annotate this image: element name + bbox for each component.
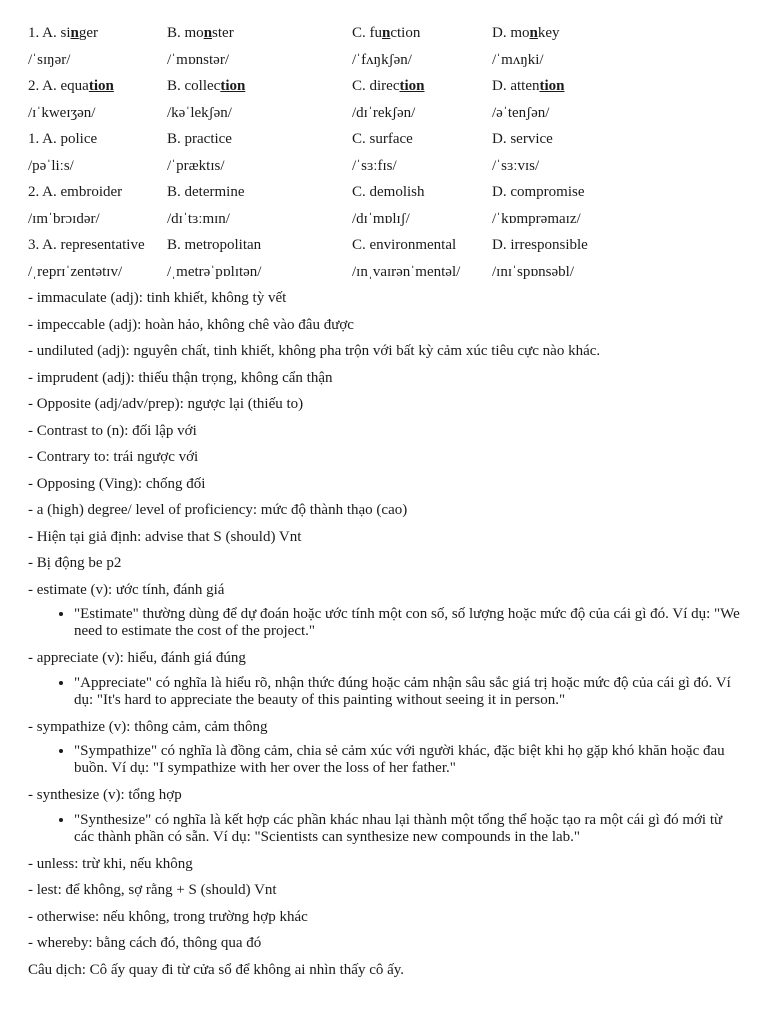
example-list — [28, 743, 740, 777]
option-text: D. compromise — [492, 184, 585, 200]
answer-option — [28, 232, 145, 259]
note-line: - Bị động be p2 — [28, 555, 122, 571]
answer-option — [352, 47, 412, 74]
option-text: D. atten — [492, 78, 540, 94]
option-text: D. service — [492, 131, 553, 147]
example-bullet: • "Appreciate" có nghĩa là hiểu rõ, nhận thức đúng hoặc cảm nhận sâu sắc giá trị hoặc mức độ của cái gì đó. Ví dụ: "It's hard to appreciate the beauty of this painting without seeing it in person." — [74, 675, 740, 709]
option-text: 2. A. embroider — [28, 184, 123, 200]
answer-option — [492, 206, 581, 233]
option-text: /ɪˈkweɪʒən/ — [28, 104, 96, 121]
option-text: C. direc — [352, 78, 400, 94]
vocabulary-notes — [28, 285, 740, 983]
note-line: - synthesize (v): tổng hợp — [28, 787, 182, 803]
pronunciation-row — [28, 100, 740, 127]
answer-option — [352, 73, 425, 100]
note-line: - undiluted (adj): nguyên chất, tinh khiết, không pha trộn với bất kỳ cảm xúc tiêu cực nào khác. — [28, 343, 601, 359]
option-text: /ˈmʌŋki/ — [492, 51, 544, 68]
answer-option — [28, 73, 114, 100]
answer-option — [352, 20, 420, 47]
note-line: - a (high) degree/ level of proficiency: mức độ thành thạo (cao) — [28, 502, 408, 518]
option-text: /dɪˈtɜːmɪn/ — [167, 210, 230, 227]
option-text: C. fu — [352, 25, 382, 41]
note-line: - immaculate (adj): tinh khiết, không tỳ vết — [28, 290, 287, 306]
pronunciation-row — [28, 20, 740, 47]
option-text: /ˈsɪŋər/ — [28, 51, 71, 68]
underlined-sound: tion — [539, 78, 565, 94]
answer-option — [492, 20, 560, 47]
option-text: D. mo — [492, 25, 530, 41]
stress-row — [28, 206, 740, 233]
option-text: /ˌreprɪˈzentətɪv/ — [28, 263, 123, 280]
option-text: key — [537, 25, 560, 41]
note-line: - Hiện tại giả định: advise that S (should) Vnt — [28, 528, 302, 545]
underlined-sound: n — [529, 25, 538, 41]
option-text: /ɪnɪˈspɒnsəbl/ — [492, 263, 575, 280]
answer-option — [352, 100, 415, 127]
answer-option — [167, 73, 245, 100]
pronunciation-row — [28, 73, 740, 100]
answer-option — [492, 100, 549, 127]
answer-option — [167, 126, 232, 153]
option-text: B. determine — [167, 184, 245, 200]
option-text: /dɪˈrekʃən/ — [352, 104, 416, 121]
answer-option — [352, 206, 410, 233]
note-line: - otherwise: nếu không, trong trường hợp khác — [28, 908, 308, 925]
pronunciation-row — [28, 47, 740, 74]
note-line: - unless: trừ khi, nếu không — [28, 855, 193, 872]
option-text: 3. A. representative — [28, 237, 145, 253]
answer-option — [167, 100, 232, 127]
answer-option — [167, 179, 244, 206]
option-text: /dɪˈmɒlɪʃ/ — [352, 210, 410, 227]
note-line: Câu dịch: Cô ấy quay đi từ cửa sổ để không ai nhìn thấy cô ấy. — [28, 961, 405, 978]
answer-option — [167, 153, 225, 180]
answer-option — [352, 232, 456, 259]
answer-option — [28, 179, 122, 206]
note-line: - lest: để không, sợ rằng + S (should) Vnt — [28, 882, 277, 898]
example-bullet: • "Synthesize" có nghĩa là kết hợp các phần khác nhau lại thành một tổng thể hoặc tạo ra một cái gì đó mới từ các thành phần có sẵn. Ví dụ: "Scientists can synthesize new compounds in the lab." — [74, 812, 740, 846]
example-list — [28, 606, 740, 640]
stress-row — [28, 126, 740, 153]
option-text: /ˈpræktɪs/ — [167, 157, 225, 174]
answer-option — [28, 206, 100, 233]
option-text: ster — [212, 25, 234, 41]
note-line: - imprudent (adj): thiếu thận trọng, không cẩn thận — [28, 369, 333, 386]
answer-option — [28, 153, 74, 180]
example-bullet: • "Estimate" thường dùng để dự đoán hoặc ước tính một con số, số lượng hoặc mức độ của cái gì đó. Ví dụ: "We need to estimate the cost of the project." — [74, 606, 740, 640]
note-line: - appreciate (v): hiểu, đánh giá đúng — [28, 650, 246, 666]
option-text: /ˈkɒmprəmaɪz/ — [492, 210, 581, 227]
underlined-sound: n — [70, 25, 79, 41]
note-line: - Opposing (Ving): chống đối — [28, 475, 206, 492]
answer-option — [28, 100, 95, 127]
answer-option — [352, 126, 413, 153]
option-text: C. surface — [352, 131, 413, 147]
answer-option — [167, 206, 230, 233]
note-line: - estimate (v): ước tính, đánh giá — [28, 581, 225, 598]
note-line: - whereby: bằng cách đó, thông qua đó — [28, 935, 262, 951]
answer-option — [28, 47, 70, 74]
example-bullet: • "Sympathize" có nghĩa là đồng cảm, chia sẻ cảm xúc với người khác, đặc biệt khi họ gặp khó khăn hoặc đau buồn. Ví dụ: "I sympathize with her over the loss of her father." — [74, 743, 740, 777]
option-text: B. metropolitan — [167, 237, 262, 253]
answer-option — [492, 179, 584, 206]
answer-option — [167, 259, 261, 286]
option-text: C. demolish — [352, 184, 425, 200]
answer-option — [352, 259, 460, 286]
answer-option — [492, 47, 544, 74]
answer-option — [492, 153, 539, 180]
underlined-sound: n — [382, 25, 391, 41]
option-text: B. practice — [167, 131, 232, 147]
answer-option — [28, 126, 97, 153]
stress-row — [28, 179, 740, 206]
stress-row — [28, 153, 740, 180]
option-text: ger — [78, 25, 99, 41]
document-page — [28, 20, 740, 983]
note-line: - Contrast to (n): đối lập với — [28, 422, 197, 439]
answer-option — [352, 179, 425, 206]
answer-option — [167, 232, 261, 259]
answer-option — [492, 232, 588, 259]
option-text: C. environmental — [352, 237, 457, 253]
answer-option — [167, 20, 234, 47]
underlined-sound: tion — [88, 78, 114, 94]
option-text: 2. A. equa — [28, 78, 89, 94]
option-text: B. mo — [167, 25, 204, 41]
note-line: - Opposite (adj/adv/prep): ngược lại (thiếu to) — [28, 396, 304, 412]
answer-option — [28, 259, 122, 286]
underlined-sound: tion — [220, 78, 246, 94]
example-list — [28, 675, 740, 709]
option-text: B. collec — [167, 78, 221, 94]
pronunciation-table — [28, 20, 740, 126]
option-text: /pəˈliːs/ — [28, 157, 74, 174]
option-text: 1. A. si — [28, 25, 71, 41]
underlined-sound: tion — [399, 78, 425, 94]
stress-row — [28, 232, 740, 259]
option-text: /ˌmetrəˈpɒlɪtən/ — [167, 263, 262, 280]
underlined-sound: n — [203, 25, 213, 41]
option-text: /ɪnˌvaɪrənˈmentəl/ — [352, 263, 461, 280]
note-line: - Contrary to: trái ngược với — [28, 449, 199, 465]
answer-option — [492, 126, 553, 153]
option-text: /ɪmˈbrɔɪdər/ — [28, 210, 100, 227]
answer-option — [492, 259, 574, 286]
option-text: /əˈtenʃən/ — [492, 104, 550, 121]
answer-option — [492, 73, 565, 100]
answer-option — [352, 153, 397, 180]
option-text: /kəˈlekʃən/ — [167, 104, 232, 121]
option-text: ction — [390, 25, 421, 41]
option-text: /ˈsɜːfɪs/ — [352, 157, 397, 174]
example-list — [28, 812, 740, 846]
option-text: /ˈmɒnstər/ — [167, 51, 229, 68]
option-text: D. irresponsible — [492, 237, 588, 253]
option-text: /ˈsɜːvɪs/ — [492, 157, 540, 174]
answer-option — [28, 20, 98, 47]
answer-option — [167, 47, 229, 74]
note-line: - impeccable (adj): hoàn hảo, không chê vào đâu được — [28, 316, 354, 333]
stress-row — [28, 259, 740, 286]
stress-table — [28, 126, 740, 285]
option-text: /ˈfʌŋkʃən/ — [352, 51, 412, 68]
option-text: 1. A. police — [28, 131, 98, 147]
note-line: - sympathize (v): thông cảm, cảm thông — [28, 718, 268, 735]
